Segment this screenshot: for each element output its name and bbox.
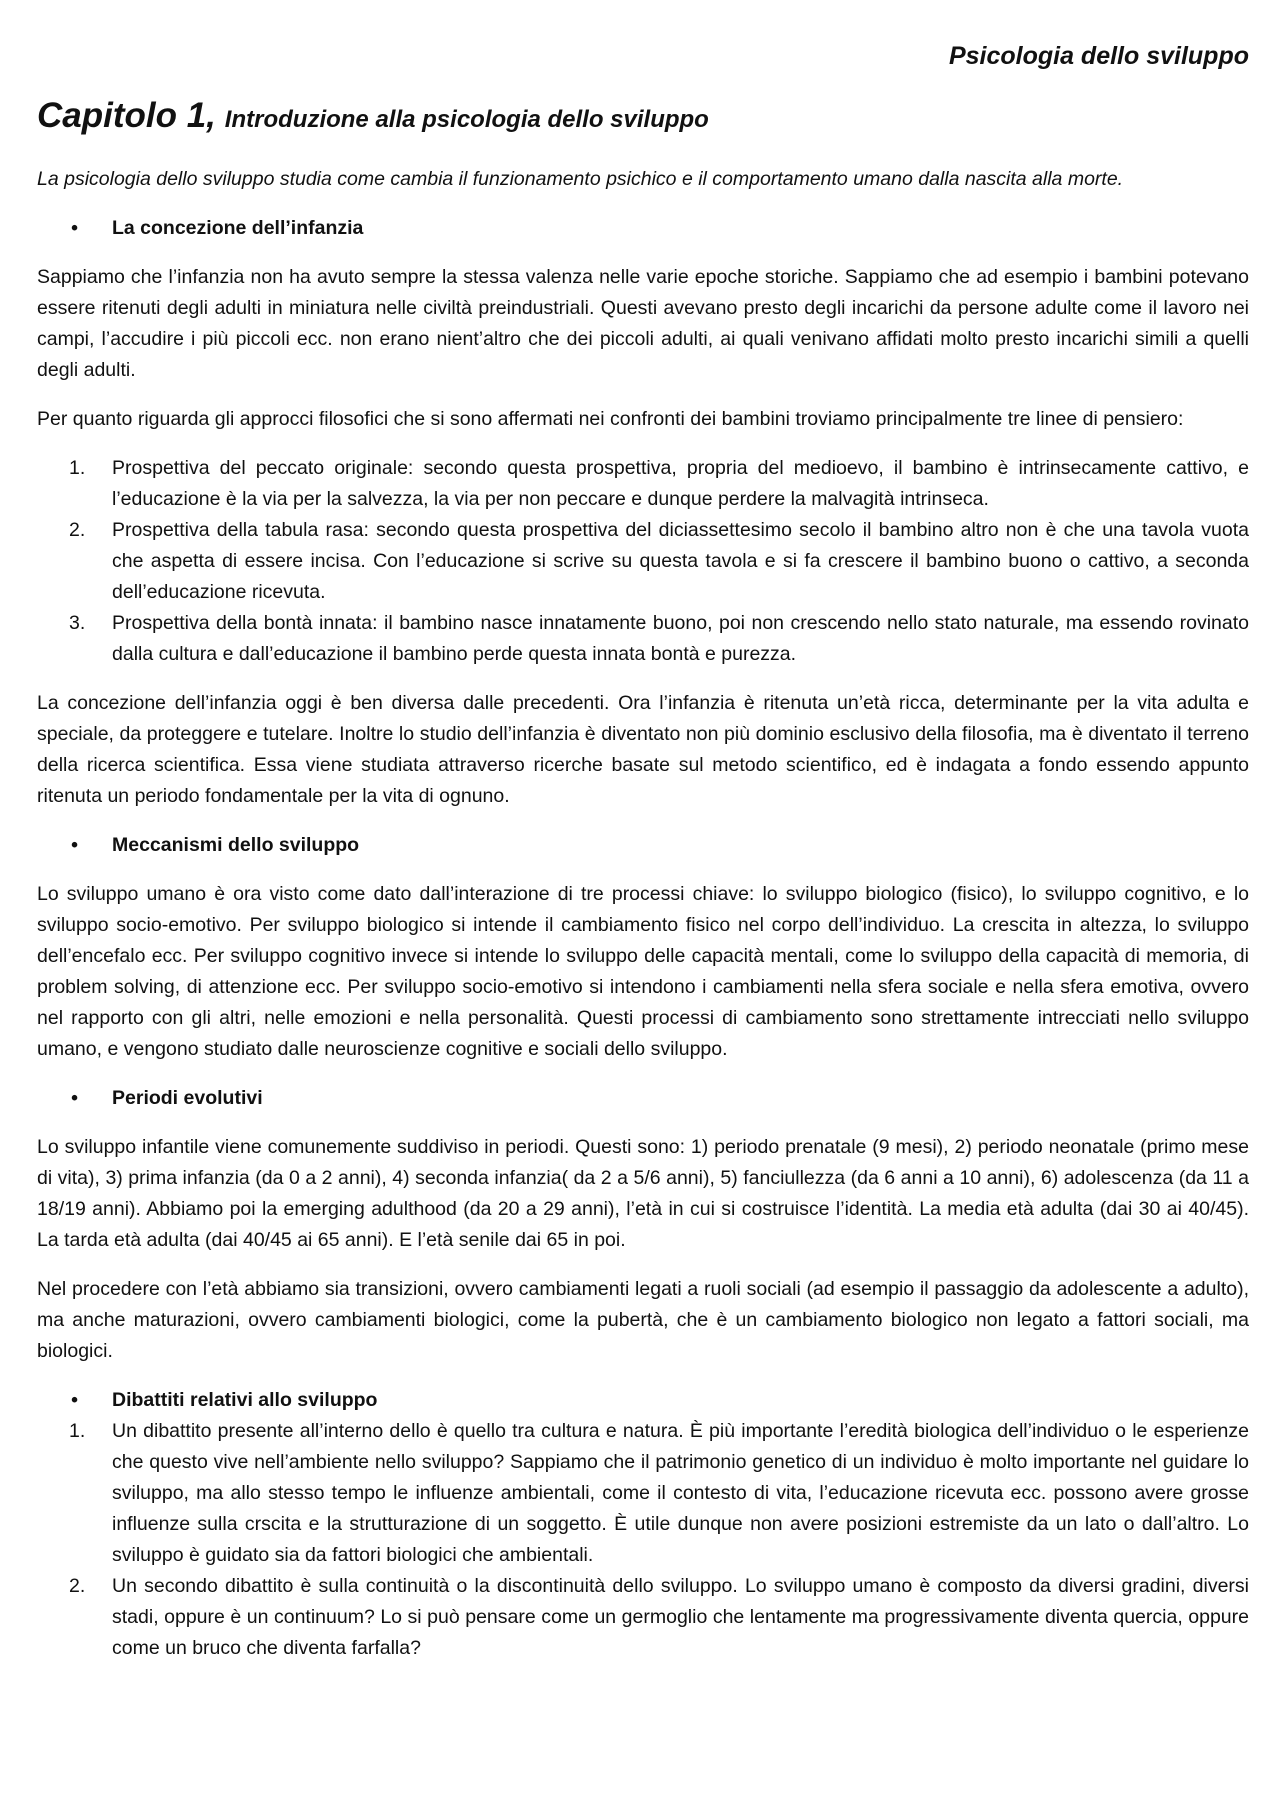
chapter-number: Capitolo 1,: [37, 96, 216, 135]
section-heading-text: Periodi evolutivi: [112, 1087, 263, 1109]
list-item-number: 2.: [69, 1575, 86, 1597]
intro-paragraph: La psicologia dello sviluppo studia come cambia il funzionamento psichico e il comportamento umano dalla nascita alla morte.: [37, 168, 1124, 190]
list-item: [37, 608, 1249, 670]
numbered-list-dibattiti: [37, 1416, 1249, 1664]
paragraph: Sappiamo che l’infanzia non ha avuto sempre la stessa valenza nelle varie epoche storiche. Sappiamo che ad esempio i bambini potevano essere ritenuti degli adulti in miniatura nelle civiltà preindustriali. Questi avevano presto degli incarichi da persone adulte come il lavoro nei campi, l’accudire i più piccoli ecc. non erano nient’altro che dei piccoli adulti, ai quali venivano affidati molto presto incarichi simili a quelli degli adulti.: [37, 266, 1249, 381]
paragraph: Lo sviluppo umano è ora visto come dato dall’interazione di tre processi chiave: lo sviluppo biologico (fisico), lo sviluppo cognitivo, e lo sviluppo socio-emotivo. Per sviluppo biologico si intende il cambiamento fisico nel corpo dell’individuo. La crescita in altezza, lo sviluppo dell’encefalo ecc. Per sviluppo cognitivo invece si intende lo sviluppo delle capacità mentali, come lo sviluppo della capacità di memoria, di problem solving, di attenzione ecc. Per sviluppo socio-emotivo si intendono i cambiamenti nella sfera sociale e nella sfera emotiva, ovvero nel rapporto con gli altri, nelle emozioni e nella personalità. Questi processi di cambiamento sono strettamente intrecciati nello sviluppo umano, e vengono studiato dalle neuroscienze cognitive e sociali dello sviluppo.: [37, 883, 1249, 1060]
list-item: [37, 1571, 1249, 1664]
list-item-text: Un dibattito presente all’interno dello è quello tra cultura e natura. È più importante l’eredità biologica dell’individuo o le esperienze che questo vive nell’ambiente nello sviluppo? Sappiamo che il patrimonio genetico di un individuo è molto importante nel guidare lo sviluppo, ma allo stesso tempo le influenze ambientali, come il contesto di vita, l’educazione ricevuta ecc. possono avere grosse influenze sulla crscita e la strutturazione di un soggetto. È utile dunque non avere posizioni estremiste da un lato o dall’altro. Lo sviluppo è guidato sia da fattori biologici che ambientali.: [112, 1420, 1249, 1566]
list-item: [37, 1416, 1249, 1571]
section-heading-concezione: [37, 213, 1249, 244]
bullet-icon: •: [71, 1087, 78, 1109]
running-header: Psicologia dello sviluppo: [948, 42, 1249, 70]
section-heading-periodi: [37, 1083, 1249, 1114]
paragraph: Per quanto riguarda gli approcci filosofici che si sono affermati nei confronti dei bambini troviamo principalmente tre linee di pensiero:: [37, 408, 1184, 430]
list-item: [37, 515, 1249, 608]
paragraph: Nel procedere con l’età abbiamo sia transizioni, ovvero cambiamenti legati a ruoli sociali (ad esempio il passaggio da adolescente a adulto), ma anche maturazioni, ovvero cambiamenti biologici, come la pubertà, che è un cambiamento biologico non legato a fattori sociali, ma biologici.: [37, 1278, 1249, 1362]
list-item-text: Un secondo dibattito è sulla continuità o la discontinuità dello sviluppo. Lo sviluppo umano è composto da diversi gradini, diversi stadi, oppure è un continuum? Lo si può pensare come un germoglio che lentamente ma progressivamente diventa quercia, oppure come un bruco che diventa farfalla?: [112, 1575, 1249, 1659]
document-body: [37, 164, 1249, 1682]
list-item-text: Prospettiva della bontà innata: il bambino nasce innatamente buono, poi non crescendo nello stato naturale, ma essendo rovinato dalla cultura e dall’educazione il bambino perde questa innata bontà e purezza.: [112, 612, 1249, 665]
list-item: [37, 453, 1249, 515]
paragraph: Lo sviluppo infantile viene comunemente suddiviso in periodi. Questi sono: 1) periodo prenatale (9 mesi), 2) periodo neonatale (primo mese di vita), 3) prima infanzia (da 0 a 2 anni), 4) seconda infanzia( da 2 a 5/6 anni), 5) fanciullezza (da 6 anni a 10 anni), 6) adolescenza (da 11 a 18/19 anni). Abbiamo poi la emerging adulthood (da 20 a 29 anni), l’età in cui si costruisce l’identità. La media età adulta (dai 30 ai 40/45). La tarda età adulta (dai 40/45 ai 65 anni). E l’età senile dai 65 in poi.: [37, 1136, 1249, 1251]
list-item-text: Prospettiva del peccato originale: secondo questa prospettiva, propria del medioevo, il bambino è intrinsecamente cattivo, e l’educazione è la via per la salvezza, la via per non peccare e dunque perdere la malvagità intrinseca.: [112, 457, 1249, 510]
paragraph: La concezione dell’infanzia oggi è ben diversa dalle precedenti. Ora l’infanzia è ritenuta un’età ricca, determinante per la vita adulta e speciale, da proteggere e tutelare. Inoltre lo studio dell’infanzia è diventato non più dominio esclusivo della filosofia, ma è diventato il terreno della ricerca scientifica. Essa viene studiata attraverso ricerche basate sul metodo scientifico, ed è indagata a fondo essendo appunto ritenuta un periodo fondamentale per la vita di ognuno.: [37, 692, 1249, 807]
numbered-list-prospettive: [37, 453, 1249, 670]
section-heading-text: La concezione dell’infanzia: [112, 217, 364, 239]
section-heading-text: Meccanismi dello sviluppo: [112, 834, 360, 856]
list-item-number: 1.: [69, 1420, 86, 1442]
section-heading-text: Dibattiti relativi allo sviluppo: [112, 1389, 378, 1411]
chapter-title: [37, 96, 709, 136]
bullet-icon: •: [71, 217, 78, 239]
chapter-subtitle: Introduzione alla psicologia dello sviluppo: [224, 106, 709, 133]
list-item-number: 2.: [69, 519, 86, 541]
bullet-icon: •: [71, 1389, 78, 1411]
list-item-number: 3.: [69, 612, 86, 634]
section-heading-meccanismi: [37, 830, 1249, 861]
list-item-number: 1.: [69, 457, 86, 479]
list-item-text: Prospettiva della tabula rasa: secondo questa prospettiva del diciassettesimo secolo il bambino altro non è che una tavola vuota che aspetta di essere incisa. Con l’educazione si scrive su questa tavola e si fa crescere il bambino buono o cattivo, a seconda dell’educazione ricevuta.: [112, 519, 1249, 603]
bullet-icon: •: [71, 834, 78, 856]
section-heading-dibattiti: [37, 1385, 1249, 1416]
